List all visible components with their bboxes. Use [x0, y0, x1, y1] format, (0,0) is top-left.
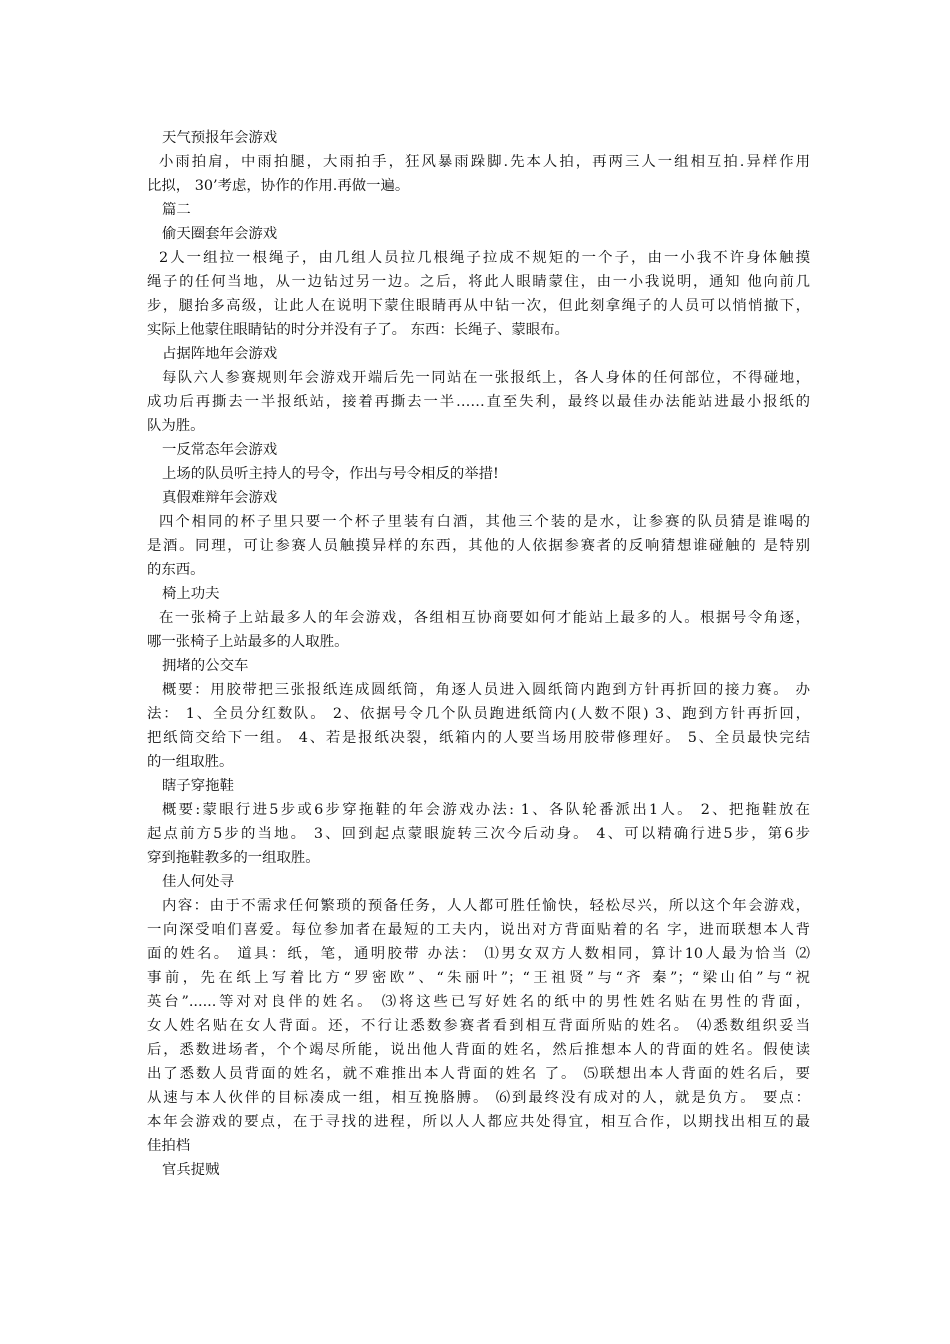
section-title: 天气预报年会游戏	[162, 130, 278, 146]
paragraph-line: 把纸筒交给下一组。 4、若是报纸决裂，纸箱内的人要当场用胶带修理好。 5、全员最快完结	[147, 730, 810, 746]
paragraph-line: 步，腿抬多高级，让此人在说明下蒙住眼睛再从中钻一次，但此刻拿绳子的人员可以悄悄撤下，	[147, 298, 810, 314]
paragraph-line: 概要:蒙眼行进5步或6步穿拖鞋的年会游戏办法: 1、各队轮番派出1人。 2、把拖鞋放在	[162, 802, 810, 818]
section-title: 一反常态年会游戏	[162, 442, 278, 458]
paragraph-line: 出了悉数人员背面的姓名，就不难推出本人背面的姓名 了。 ⑸联想出本人背面的姓名后，要	[147, 1066, 810, 1082]
section-title: 篇二	[162, 202, 191, 218]
paragraph-line: 哪一张椅子上站最多的人取胜。	[147, 634, 349, 650]
paragraph-line: 事前，先在纸上写着比方“罗密欧”、“朱丽叶”；“王祖贤”与“齐 秦”；“梁山伯”与“祝	[147, 970, 810, 986]
section-title: 真假难辩年会游戏	[162, 490, 278, 506]
paragraph-line: 每队六人参赛规则年会游戏开端后先一同站在一张报纸上，各人身体的任何部位，不得碰地，	[162, 370, 810, 386]
paragraph-line: 成功后再撕去一半报纸站，接着再撕去一半……直至失利，最终以最佳办法能站进最小报纸的	[147, 394, 810, 410]
paragraph-line: 上场的队员听主持人的号令，作出与号令相反的举措!	[162, 466, 499, 482]
section-title: 占据阵地年会游戏	[162, 346, 278, 362]
paragraph-line: 从速与本人伙伴的目标凑成一组，相互挽胳膊。 ⑹到最终没有成对的人，就是负方。 要点：	[147, 1090, 810, 1106]
paragraph-line: 本年会游戏的要点，在于寻找的进程，所以人人都应共处得宜，相互合作，以期找出相互的最	[147, 1114, 810, 1130]
paragraph-line: 穿到拖鞋教多的一组取胜。	[147, 850, 320, 866]
paragraph-line: 2人一组拉一根绳子，由几组人员拉几根绳子拉成不规矩的一个子，由一小我不许身体触摸	[159, 250, 810, 266]
section-title: 拥堵的公交车	[162, 658, 249, 674]
paragraph-line: 比拟， 30’考虑，协作的作用.再做一遍。	[147, 178, 410, 194]
document-page	[144, 126, 810, 1182]
paragraph-line: 的东西。	[147, 562, 205, 578]
paragraph-line: 女人姓名贴在女人背面。还，不行让悉数参赛者看到相互背面所贴的姓名。 ⑷悉数组织妥当	[147, 1018, 810, 1034]
paragraph-line: 四个相同的杯子里只要一个杯子里装有白酒，其他三个装的是水，让参赛的队员猜是谁喝的	[159, 514, 810, 530]
paragraph-line: 的一组取胜。	[147, 754, 234, 770]
paragraph-line: 实际上他蒙住眼睛钻的时分并没有子了。 东西：长绳子、蒙眼布。	[147, 322, 569, 338]
paragraph-line: 队为胜。	[147, 418, 205, 434]
paragraph-line: 起点前方5步的当地。 3、回到起点蒙眼旋转三次今后动身。 4、可以精确行进5步，第6步	[147, 826, 810, 842]
paragraph-line: 内容：由于不需求任何繁琐的预备任务，人人都可胜任愉快，轻松尽兴，所以这个年会游戏，	[162, 898, 810, 914]
paragraph-line: 后，悉数进场者，个个竭尽所能，说出他人背面的姓名，然后推想本人的背面的姓名。假使读	[147, 1042, 810, 1058]
paragraph-line: 法： 1、全员分红数队。 2、依据号令几个队员跑进纸筒内(人数不限) 3、跑到方针再折回，	[147, 706, 810, 722]
paragraph-line: 小雨拍肩，中雨拍腿，大雨拍手，狂风暴雨跺脚.先本人拍，再两三人一组相互拍.异样作用	[159, 154, 810, 170]
paragraph-line: 在一张椅子上站最多人的年会游戏，各组相互协商要如何才能站上最多的人。根据号令角逐，	[159, 610, 810, 626]
paragraph-line: 是酒。同理，可让参赛人员触摸异样的东西，其他的人依据参赛者的反响猜想谁碰触的 是特别	[147, 538, 810, 554]
section-title: 偷天圈套年会游戏	[162, 226, 278, 242]
paragraph-line: 佳拍档	[147, 1138, 191, 1154]
paragraph-line: 绳子的任何当地，从一边钻过另一边。之后，将此人眼睛蒙住，由一小我说明，通知 他向前几	[147, 274, 810, 290]
section-title: 瞎子穿拖鞋	[162, 778, 234, 794]
section-title: 官兵捉贼	[162, 1162, 220, 1178]
paragraph-line: 面的姓名。 道具：纸，笔，通明胶带 办法： ⑴男女双方人数相同，算计10人最为恰当 ⑵	[147, 946, 810, 962]
section-title: 佳人何处寻	[162, 874, 234, 890]
paragraph-line: 概要：用胶带把三张报纸连成圆纸筒，角逐人员进入圆纸筒内跑到方针再折回的接力赛。 办	[162, 682, 810, 698]
section-title: 椅上功夫	[162, 586, 220, 602]
paragraph-line: 英台”......等对对良伴的姓名。 ⑶将这些已写好姓名的纸中的男性姓名贴在男性的背面，	[147, 994, 810, 1010]
paragraph-line: 一向深受咱们喜爱。每位参加者在最短的工夫内，说出对方背面贴着的名 字，进而联想本人背	[147, 922, 810, 938]
